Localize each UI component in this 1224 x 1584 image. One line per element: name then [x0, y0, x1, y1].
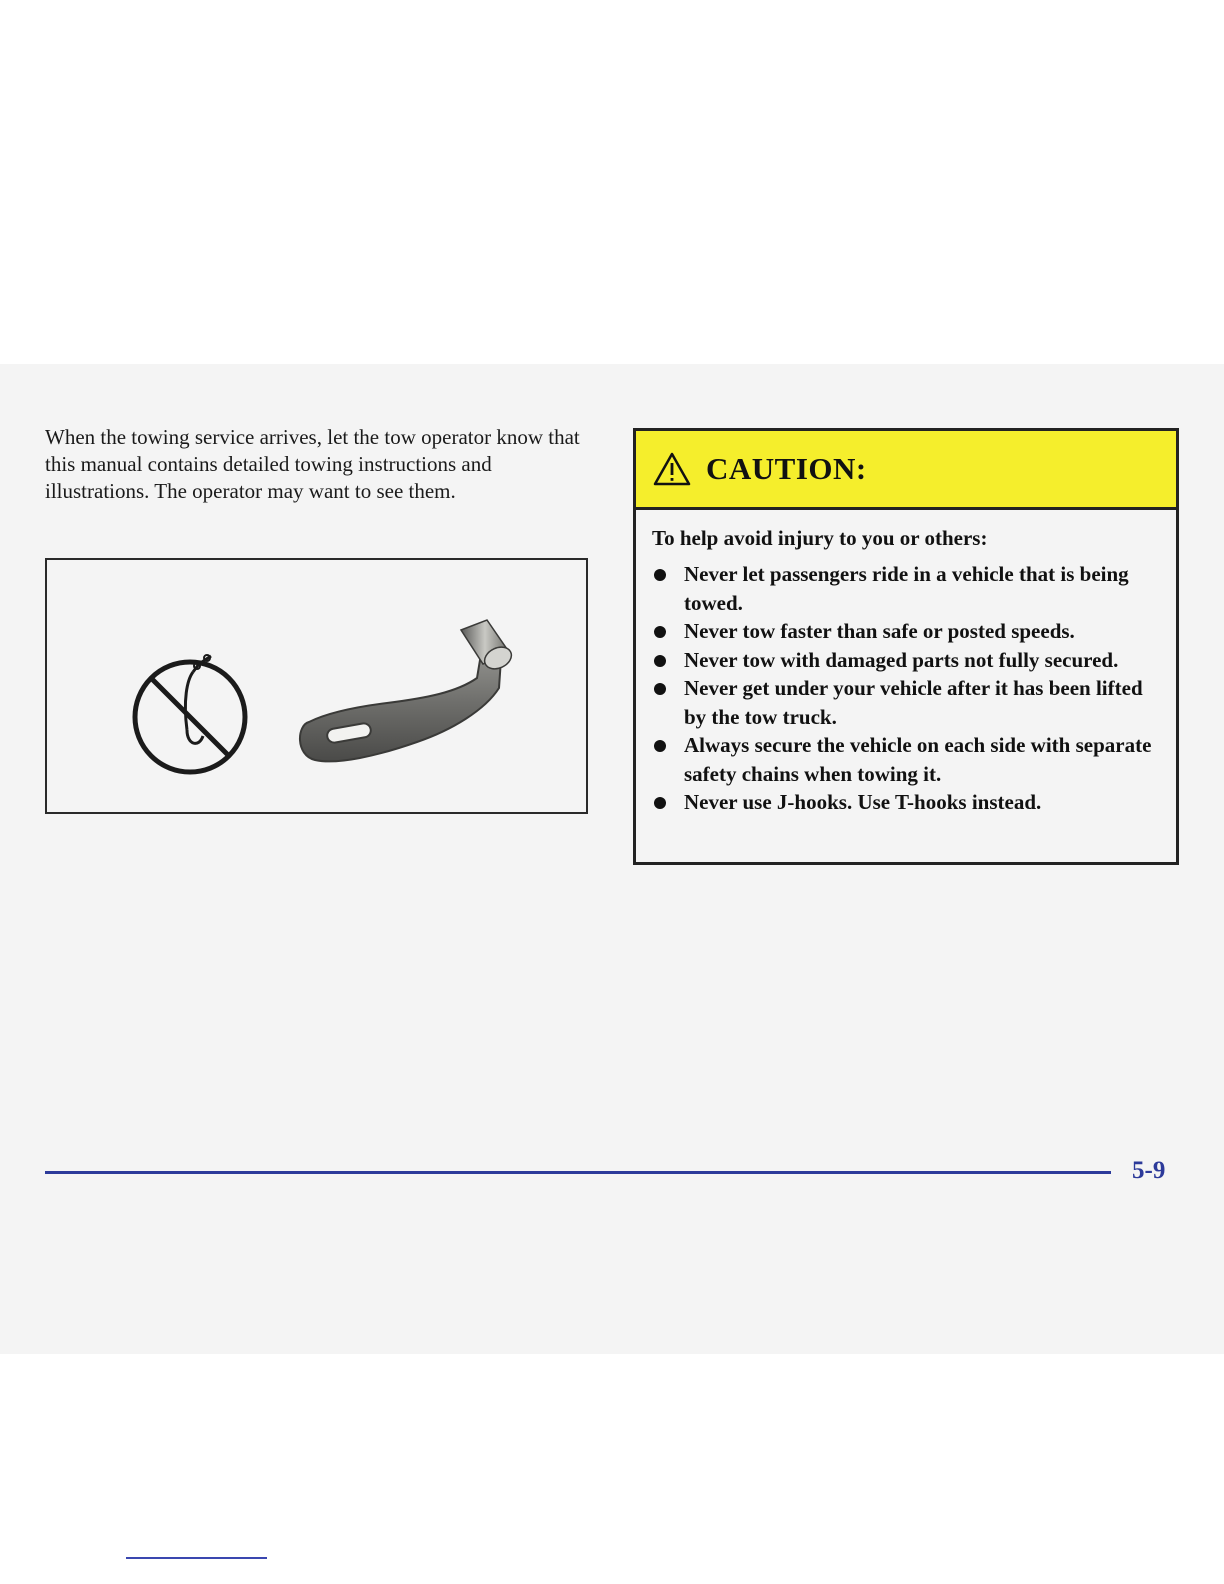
caution-body — [636, 510, 1176, 817]
intro-paragraph: When the towing service arrives, let the tow operator know that this manual contains detailed towing instructions and illustrations. The operator may want to see them. — [45, 425, 580, 503]
caution-header — [636, 431, 1176, 510]
caution-item-text: Never tow faster than safe or posted speeds. — [684, 619, 1075, 643]
caution-item — [652, 646, 1160, 675]
no-j-hook-icon — [135, 655, 245, 772]
caution-item — [652, 731, 1160, 788]
caution-item — [652, 674, 1160, 731]
bullet-icon — [654, 683, 666, 695]
warning-triangle-icon — [652, 451, 692, 487]
caution-intro: To help avoid injury to you or others: — [652, 526, 988, 550]
caution-list — [652, 560, 1160, 817]
caution-item-text: Never use J-hooks. Use T-hooks instead. — [684, 790, 1042, 814]
towing-hook-figure — [45, 558, 588, 814]
bottom-link-underline[interactable] — [126, 1557, 267, 1559]
bullet-icon — [654, 569, 666, 581]
footer-rule — [45, 1171, 1111, 1174]
bullet-icon — [654, 797, 666, 809]
bullet-icon — [654, 740, 666, 752]
caution-item — [652, 788, 1160, 817]
page-number: 5-9 — [1132, 1157, 1166, 1184]
caution-title: CAUTION: — [706, 451, 867, 486]
caution-item — [652, 560, 1160, 617]
caution-item-text: Never tow with damaged parts not fully secured. — [684, 647, 1119, 672]
t-hook-icon — [300, 620, 515, 761]
figure-illustration — [47, 560, 586, 812]
caution-item-text: Never get under your vehicle after it has been lifted by the tow truck. — [684, 676, 1143, 729]
caution-item — [652, 617, 1160, 646]
caution-item-text: Always secure the vehicle on each side with separate safety chains when towing it. — [684, 733, 1152, 786]
bullet-icon — [654, 626, 666, 638]
bullet-icon — [654, 655, 666, 667]
caution-box — [633, 428, 1179, 865]
caution-item-text: Never let passengers ride in a vehicle that is being towed. — [684, 562, 1129, 615]
